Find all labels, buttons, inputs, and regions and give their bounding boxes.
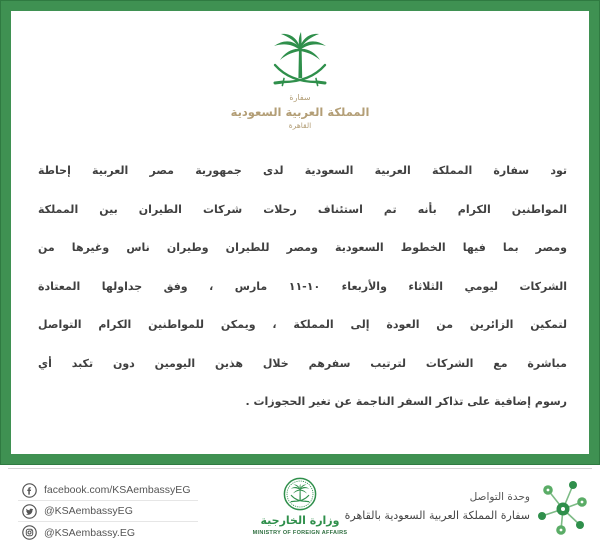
embassy-calligraphy-logo (180, 92, 420, 131)
announcement-line: رسوم إضافية على تذاكر السفر الناجمة عن تغير الحجوزات . (245, 395, 567, 408)
social-row-twitter (18, 501, 198, 522)
communication-unit-subtitle: سفارة المملكة العربية السعودية بالقاهرة (344, 509, 530, 522)
footer-divider (8, 468, 592, 469)
announcement-line: الشركات ليومي الثلاثاء والأربعاء ١٠-١١ مارس ، وفق جداولها المعتادة (38, 279, 567, 293)
facebook-icon (22, 483, 37, 498)
facebook-handle: facebook.com/KSAembassyEG (44, 484, 191, 496)
communication-unit-title: وحدة التواصل (469, 491, 530, 503)
saudi-emblem-icon (270, 32, 330, 90)
social-links (18, 480, 198, 543)
logo-text-bottom: القاهرة (288, 121, 312, 130)
social-row-instagram (18, 522, 198, 543)
announcement-line: المواطنين الكرام بأنه تم استئناف رحلات شركات الطيران بين المملكة (38, 202, 567, 216)
twitter-handle: @KSAembassyEG (44, 505, 133, 517)
instagram-icon (22, 525, 37, 540)
network-nodes (538, 481, 587, 535)
ministry-name-english: MINISTRY OF FOREIGN AFFAIRS (252, 530, 348, 536)
social-row-facebook (18, 480, 198, 501)
communication-unit (330, 489, 530, 524)
announcement-line: تود سفارة المملكة العربية السعودية لدى جمهورية مصر العربية إحاطة (38, 164, 567, 177)
ministry-name-arabic: وزارة الخارجية (260, 514, 340, 527)
announcement-line: مباشرة مع الشركات لترتيب سفرهم خلال هذين اليومين دون تكبد أي (38, 356, 567, 370)
announcement-line: ومصر بما فيها الخطوط السعودية ومصر للطيران وطيران ناس وغيرها من (38, 241, 567, 254)
network-nodes-icon (536, 478, 588, 536)
twitter-icon (22, 504, 37, 519)
instagram-handle: @KSAembassy.EG (44, 526, 135, 539)
announcement-line: لتمكين الزائرين من العودة إلى المملكة ، ويمكن للمواطنين الكرام التواصل (38, 318, 567, 331)
logo-text-main: المملكة العربية السعودية (230, 105, 370, 119)
ministry-emblem-icon (283, 477, 317, 511)
announcement-body (38, 152, 567, 422)
logo-text-top: سفارة (289, 93, 311, 102)
